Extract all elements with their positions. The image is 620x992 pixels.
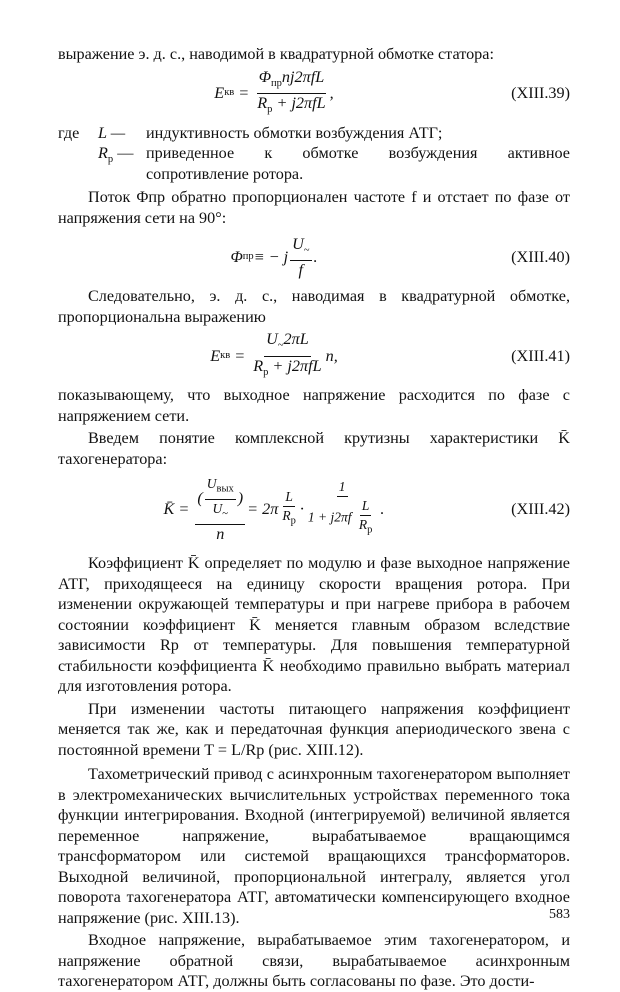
equation-label: (XIII.41) [511,346,570,365]
paragraph-4: показывающему, что выходное напряжение расходится по фазе с напряжением сети. [58,386,570,425]
text-column [58,44,570,992]
equation-xiii-41: E кв = $\frac{U_\sim 2\pi L}{R_р + j2\pi fL}$ n, (XIII.41) [58,327,570,385]
equation-xiii-42: K̄ = ( $\frac{U_{вых}}{U_\sim}$ ) n = 2π $\frac{L}{R_р}$ · 1 1 + j2πf $\frac{L}{R_р}$ . (XIII.42) [163,476,570,543]
paragraph-6: Коэффициент K̄ определяет по модулю и фазе выходное напряжение АТГ, приходящееся на единицу скорости вращения ротора. При изменении окружающей температуры и при нагреве прибора в рабочем состоянии коэффициент K̄ меняется главным образом вследствие зависимости Rр от температуры. Для повышения температурной стабильности коэффициента K̄ необходимо правильно выбрать материал для изготовления ротора. [58,554,570,695]
fraction: ( $\frac{U_{вых}}{U_\sim}$ ) n [197,476,244,543]
paragraph-5: Введем понятие комплексной крутизны характеристики K̄ тахогенератора: [58,429,570,468]
equation-label: (XIII.42) [511,499,570,518]
paragraph-7: При изменении частоты питающего напряжения коэффициент меняется так же, как и передаточная функция апериодического звена с постоянной времени T = L/Rр (рис. XIII.12). [58,699,570,759]
inner-fraction: $\frac{U_{вых}}{U_\sim}$ [206,476,234,520]
definitions-list [58,123,570,185]
definition-item: $R_р$ — приведенное к обмотке возбуждения активное сопротивление ротора. [98,144,570,183]
paragraph-9: Входное напряжение, вырабатываемое этим тахогенератором, и напряжение обратной связи, вырабатываемое асинхронным тахогенератором АТГ, должны быть согласованы по фазе. Это дости- [58,931,570,990]
fraction: $\frac{L}{R_р}$ [282,488,296,527]
paragraph-1: выражение э. д. с., наводимой в квадратурной обмотке статора: [58,45,494,63]
equation-label: (XIII.40) [511,247,570,266]
equation-xiii-40: Φ пр ≡ − j $\frac{U_\sim}{f}$ . (XIII.40) [230,234,570,280]
paragraph-2: Поток Φпр обратно пропорционален частоте f и отстает по фазе от напряжения сети на 90°: [58,188,570,227]
equation-label: (XIII.39) [511,84,570,103]
definition-item: где L — индуктивность обмотки возбуждения АТГ; [58,123,443,142]
fraction: 1 1 + j2πf $\frac{L}{R_р}$ [306,478,379,540]
equation-xiii-39: E кв = $\frac{\Phi_{пр}nj2\pi fL}{R_р + j2\pi fL}$ , (XIII.39) [58,65,570,123]
paragraph-3: Следовательно, э. д. с., наводимая в квадратурной обмотке, пропорциональна выражению [58,287,570,326]
fraction: $\frac{U_\sim 2\pi L}{R_р + j2\pi fL}$ [253,330,322,378]
fraction: $\frac{U_\sim}{f}$ [292,234,310,280]
fraction: $\frac{\Phi_{пр}nj2\pi fL}{R_р + j2\pi fL}$ [257,67,326,116]
page-number: 583 [549,907,570,922]
paragraph-8: Тахометрический привод с асинхронным тахогенератором выполняет в электромеханических вычислительных устройствах переменного тока функции интегрирования. Входной (интегрируемой) величиной является переменное напряжение, вырабатываемое вращающимся трансформатором или системой вращающихся трансформаторов. Выходной величиной, пропорциональной интегралу, является угол поворота тахогенератора АТГ, автоматически компенсирующего входное напряжение (рис. XIII.13). [58,765,570,927]
inner-fraction: $\frac{L}{R_р}$ [358,498,373,536]
